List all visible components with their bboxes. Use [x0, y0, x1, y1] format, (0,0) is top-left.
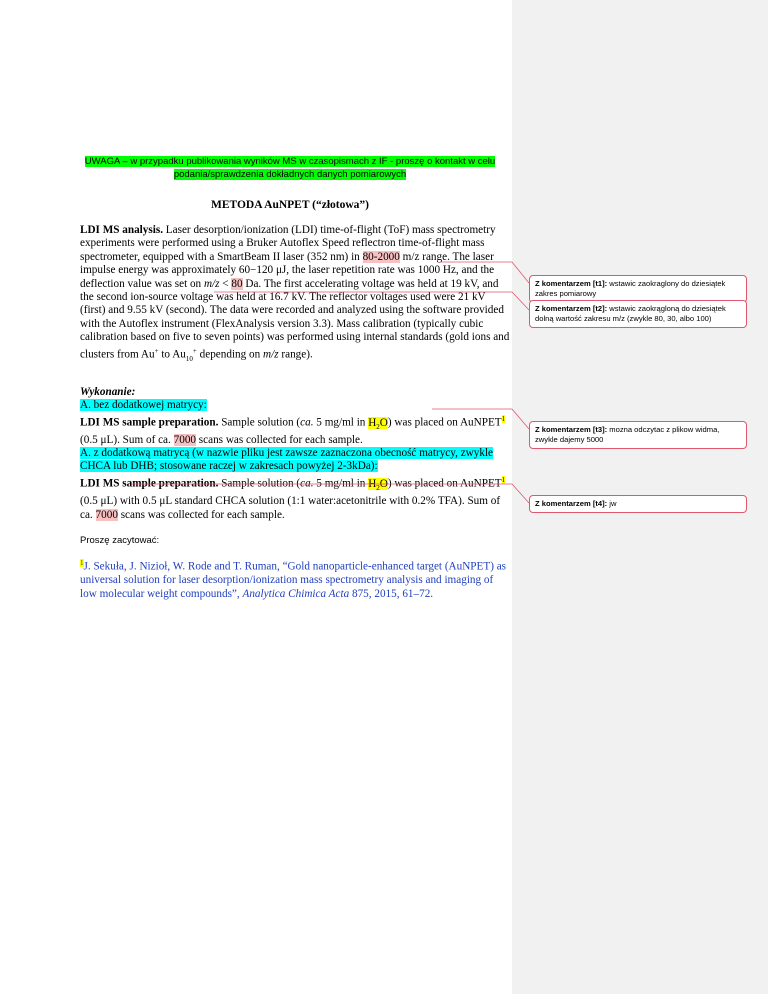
ldi-text-5: to Au	[158, 348, 186, 361]
b-text-2: 5 mg/ml in	[313, 477, 369, 490]
reference-number: 1	[80, 559, 84, 567]
mz-italic-2: m/z	[263, 348, 279, 361]
ldi-heading: LDI MS analysis.	[80, 224, 163, 236]
comment-text: mozna odczytac z plikow widma, zwykle dajemy 5000	[535, 425, 720, 444]
comment-anchor-scans[interactable]: 7000	[173, 434, 196, 447]
banner-line-2: podania/sprawdzenia dokładnych danych pomiarowych	[173, 169, 407, 180]
ldi-text-2: m/z range. The laser impulse energy was approximately 60−120 μJ, the laser repetition rate was 1000 Hz, and the deflection value was set on	[80, 250, 495, 290]
ca-italic-b: ca.	[300, 477, 314, 490]
document-title: METODA AuNPET (“złotowa”)	[210, 199, 370, 211]
comment-text: jw	[607, 499, 617, 508]
h2o-formula-b: $H_2O$	[368, 477, 388, 492]
comment-anchor-deflection[interactable]: 80	[231, 277, 243, 290]
comment-t1[interactable]	[529, 275, 747, 303]
comment-label: Z komentarzem [t4]:	[535, 499, 608, 508]
b-text-1: Sample solution (	[218, 477, 301, 490]
b-text-4: (0.5 μL) with 0.5 μL standard CHCA solution (1:1 water:acetonitrile with 0.2% TFA). Sum of ca.	[80, 495, 501, 521]
wykonanie-heading: Wykonanie:	[80, 386, 136, 398]
section-a-paragraph[interactable]	[80, 386, 510, 448]
comment-t4[interactable]	[529, 495, 747, 513]
reference-authors: J. Sekuła, J. Nizioł, W. Rode and T. Ruman, “Gold nanoparticle-enhanced target (AuNPET) as universal solution for laser desorption/ionization mass spectrometry analysis and imaging of low molecular weight compounds”,	[80, 560, 507, 600]
section-a-label: A. bez dodatkowej matrycy:	[80, 399, 207, 412]
ldi-text-1: Laser desorption/ionization (LDI) time-of-flight (ToF) mass spectrometry experiments were performed using a Bruker Autoflex Speed reflectron time-of-flight mass spectrometer, equipped with a SmartBeam II laser (352 nm) in	[80, 224, 496, 263]
ldi-text-4: Da. The first accelerating voltage was held at 19 kV, and the second ion-source voltage was held at 16.7 kV. The reflector voltages used were 21 kV (first) and 9.55 kV (second). The data were recorded and analyzed using the software provided with the Autoflex instrument (FlexAnalysis version 3.3). Mass calibration (typically cubic calibration based on five to seven points) was performed using internal standards (gold ions and clusters from Au	[80, 277, 510, 361]
a-text-5: scans was collected for each sample.	[196, 434, 363, 447]
comment-label: Z komentarzem [t3]:	[535, 425, 608, 434]
reference-entry[interactable]	[80, 557, 510, 601]
a-text-1: Sample solution (	[218, 416, 301, 429]
citation-heading: Proszę zacytować:	[80, 535, 160, 546]
comment-label: Z komentarzem [t2]:	[535, 304, 608, 313]
reference-tail: 875, 2015, 61–72.	[349, 587, 434, 600]
b-text-5: scans was collected for each sample.	[117, 508, 285, 521]
ldi-text-3: <	[219, 277, 232, 290]
section-b-paragraph[interactable]	[80, 447, 510, 522]
a-text-2: 5 mg/ml in	[313, 416, 369, 429]
banner-line-1: UWAGA – w przypadku publikowania wyników MS w czasopismach z IF - proszę o kontakt w celu	[84, 156, 496, 167]
section-b-label: A. z dodatkową matrycą (w nazwie pliku jest zawsze zaznaczona obecność matrycy, zwykle CHCA lub DHB; stosowane raczej w zakresach powyżej 2-3kDa):	[80, 447, 494, 473]
subscript-10: 10	[185, 354, 193, 363]
comment-t2[interactable]	[529, 300, 747, 328]
prep-heading-b: LDI MS sample preparation.	[80, 477, 219, 490]
mz-italic: m/z	[203, 277, 220, 290]
reference-marker[interactable]: 1	[501, 414, 506, 423]
comment-text: wstawic zaokrągloną do dziesiątek dolną wartość zakresu m/z (zwykle 80, 30, albo 100)	[535, 304, 726, 323]
warning-banner	[70, 155, 510, 181]
reference-marker-b[interactable]: 1	[501, 475, 506, 484]
comment-anchor-scans-b[interactable]: 7000	[95, 508, 118, 521]
a-text-3: ) was placed on AuNPET	[387, 416, 502, 429]
ldi-text-6: depending on	[196, 348, 264, 361]
a-text-4: (0.5 μL). Sum of ca.	[80, 434, 174, 447]
ldi-text-7: range).	[278, 348, 313, 361]
comment-text: wstawic zaokraglony do dziesiątek zakres pomiarowy	[535, 279, 726, 298]
ldi-paragraph[interactable]: LDI MS analysis. Laser desorption/ionization (LDI) time-of-flight (ToF) mass spectrometry experiments were performed using a Bruker Autoflex Speed reflectron time-of-flight mass spectrometer, equipped with a SmartBeam II laser (352 nm) in 80-2000 m/z range. The laser impulse energy was approximately 60−120 μJ, the laser repetition rate was 1000 Hz, and the deflection value was set on m/z < 80 Da. The first accelerating voltage was held at 19 kV, and the second ion-source voltage was held at 16.7 kV. The reflector voltages used were 21 kV (first) and 9.55 kV (second). The data were recorded and analyzed using the software provided with the Autoflex instrument (FlexAnalysis version 3.3). Mass calibration (typically cubic calibration based on five to seven points) was performed using internal standards (gold ions and clusters from Au+ to $Au_{10}^+$ depending on m/z range).	[80, 224, 510, 363]
comment-t3[interactable]	[529, 421, 747, 449]
reference-journal: Analytica Chimica Acta	[242, 587, 350, 600]
h2o-formula: $H_2O$	[368, 416, 388, 431]
comment-label: Z komentarzem [t1]:	[535, 279, 608, 288]
comment-anchor-range[interactable]: 80-2000	[362, 250, 400, 263]
ca-italic: ca.	[300, 416, 314, 429]
prep-heading-a: LDI MS sample preparation.	[80, 416, 219, 429]
b-text-3: ) was placed on AuNPET	[387, 477, 502, 490]
